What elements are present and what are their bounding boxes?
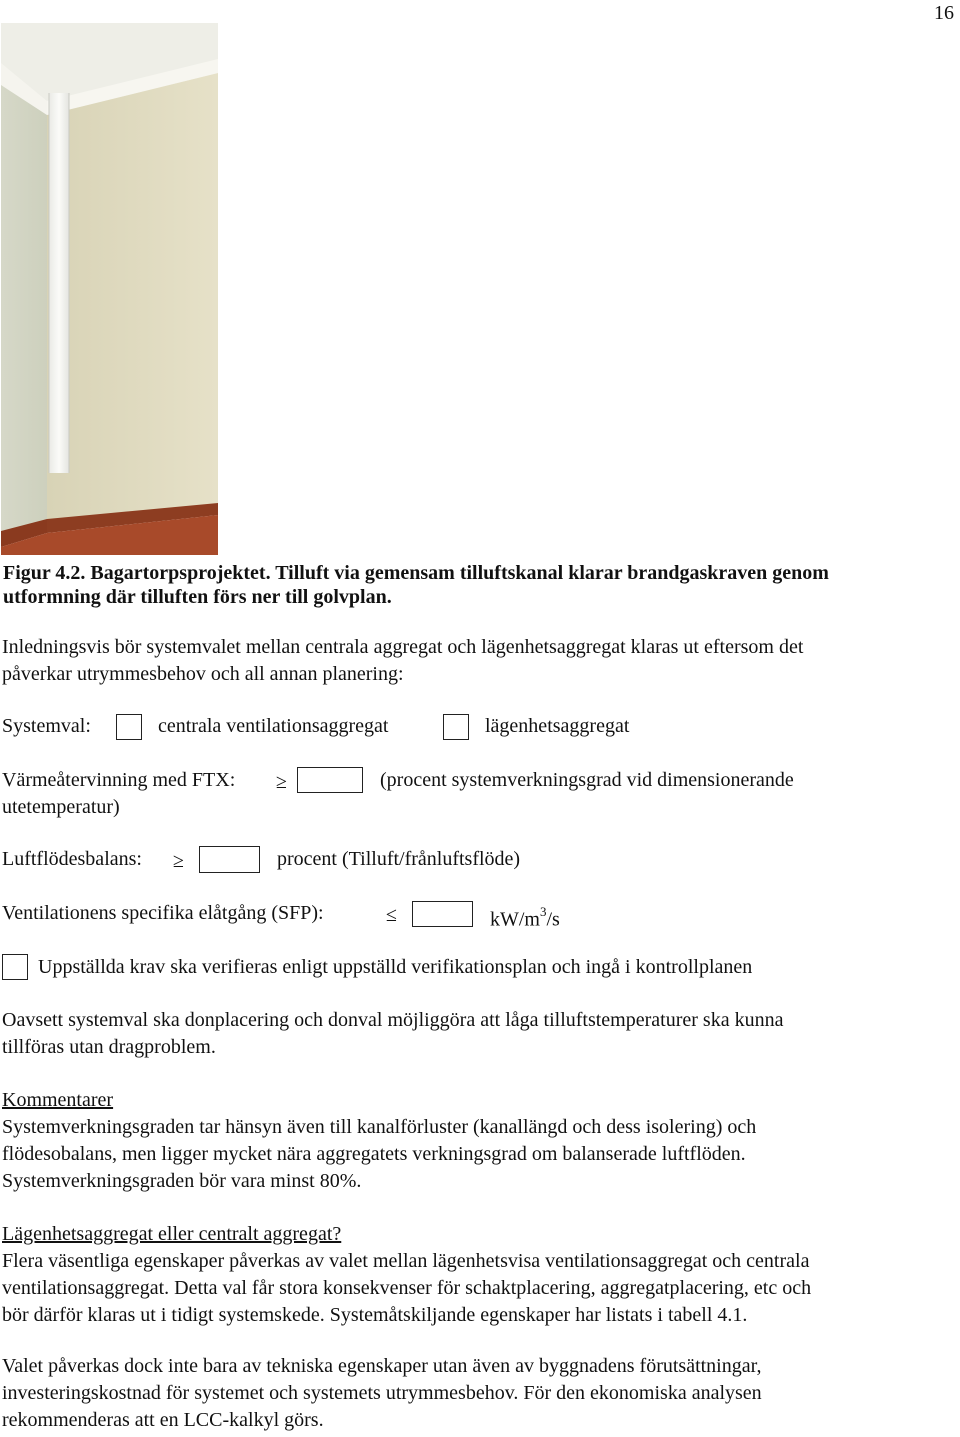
lte-symbol: ≤ (386, 904, 397, 926)
final-line-3: rekommenderas att en LCC-kalkyl görs. (2, 1409, 324, 1431)
heat-recovery-input[interactable] (297, 767, 363, 793)
room-corner-photo (1, 23, 218, 555)
choice-line-3: bör därför klaras ut i tidigt systemskede. Systemåtskiljande egenskaper har listats i tabell 4.1. (2, 1304, 748, 1326)
checkbox-lagenhet[interactable] (443, 714, 469, 740)
heat-recovery-note-cont: utetemperatur) (2, 796, 120, 818)
heat-recovery-label: Värmeåtervinning med FTX: (2, 769, 236, 791)
comments-line-3: Systemverkningsgraden bör vara minst 80%. (2, 1170, 362, 1192)
gte-symbol: ≥ (173, 850, 184, 872)
intro-line-1: Inledningsvis bör systemvalet mellan centrala aggregat och lägenhetsaggregat klaras ut eftersom det (2, 636, 804, 658)
left-wall (1, 85, 47, 543)
choice-line-1: Flera väsentliga egenskaper påverkas av valet mellan lägenhetsvisa ventilationsaggregat och centrala (2, 1250, 810, 1272)
checkbox-centrala[interactable] (116, 714, 142, 740)
right-wall (47, 73, 218, 531)
option-lagenhet-label: lägenhetsaggregat (485, 715, 630, 737)
caption-line-2: utformning där tilluften förs ner till golvplan. (3, 586, 392, 608)
verification-text: Uppställda krav ska verifieras enligt uppställd verifikationsplan och ingå i kontrollplanen (38, 956, 753, 978)
sfp-label: Ventilationens specifika elåtgång (SFP): (2, 902, 324, 924)
checkbox-verification[interactable] (2, 954, 28, 980)
sfp-unit (490, 900, 560, 934)
supply-duct (49, 93, 69, 473)
comments-line-2: flödesobalans, men ligger mycket nära aggregatets verkningsgrad om balanserade luftflöden. (2, 1143, 746, 1165)
airflow-balance-note: procent (Tilluft/frånluftsflöde) (277, 848, 521, 870)
final-line-1: Valet påverkas dock inte bara av tekniska egenskaper utan även av byggnadens förutsättningar, (2, 1355, 762, 1377)
final-line-2: investeringskostnad för systemet och systemets utrymmesbehov. För den ekonomiska analysen (2, 1382, 762, 1404)
systemval-label: Systemval: (2, 715, 91, 737)
sfp-unit-exponent: 3 (540, 904, 547, 919)
comments-heading: Kommentarer (2, 1089, 114, 1111)
heat-recovery-note: (procent systemverkningsgrad vid dimensionerande (380, 769, 794, 791)
sfp-input[interactable] (412, 901, 473, 927)
airflow-balance-label: Luftflödesbalans: (2, 848, 142, 870)
option-centrala-label: centrala ventilationsaggregat (158, 715, 389, 737)
choice-line-2: ventilationsaggregat. Detta val får stora konsekvenser för schaktplacering, aggregatplacering, etc och (2, 1277, 812, 1299)
intro-paragraph (2, 634, 803, 688)
placement-line-2: tillföras utan dragproblem. (2, 1036, 216, 1058)
placement-paragraph (2, 1007, 783, 1061)
choice-section (2, 1221, 811, 1329)
intro-line-2: påverkar utrymmesbehov och all annan planering: (2, 663, 404, 685)
airflow-balance-input[interactable] (199, 846, 260, 873)
gte-symbol: ≥ (276, 771, 287, 793)
sfp-unit-prefix: kW/m (490, 908, 540, 931)
final-paragraph (2, 1353, 762, 1434)
comments-line-1: Systemverkningsgraden tar hänsyn även till kanalförluster (kanallängd och dess isolering) och (2, 1116, 757, 1138)
figure-photo (1, 23, 218, 555)
sfp-unit-suffix: /s (546, 908, 560, 931)
choice-heading: Lägenhetsaggregat eller centralt aggregat? (2, 1223, 342, 1245)
placement-line-1: Oavsett systemval ska donplacering och donval möjliggöra att låga tilluftstemperaturer ska kunna (2, 1009, 784, 1031)
caption-line-1: Figur 4.2. Bagartorpsprojektet. Tilluft via gemensam tilluftskanal klarar brandgaskraven genom (3, 562, 829, 584)
page-number: 16 (934, 2, 954, 24)
comments-section (2, 1087, 756, 1195)
figure-caption (3, 560, 829, 611)
